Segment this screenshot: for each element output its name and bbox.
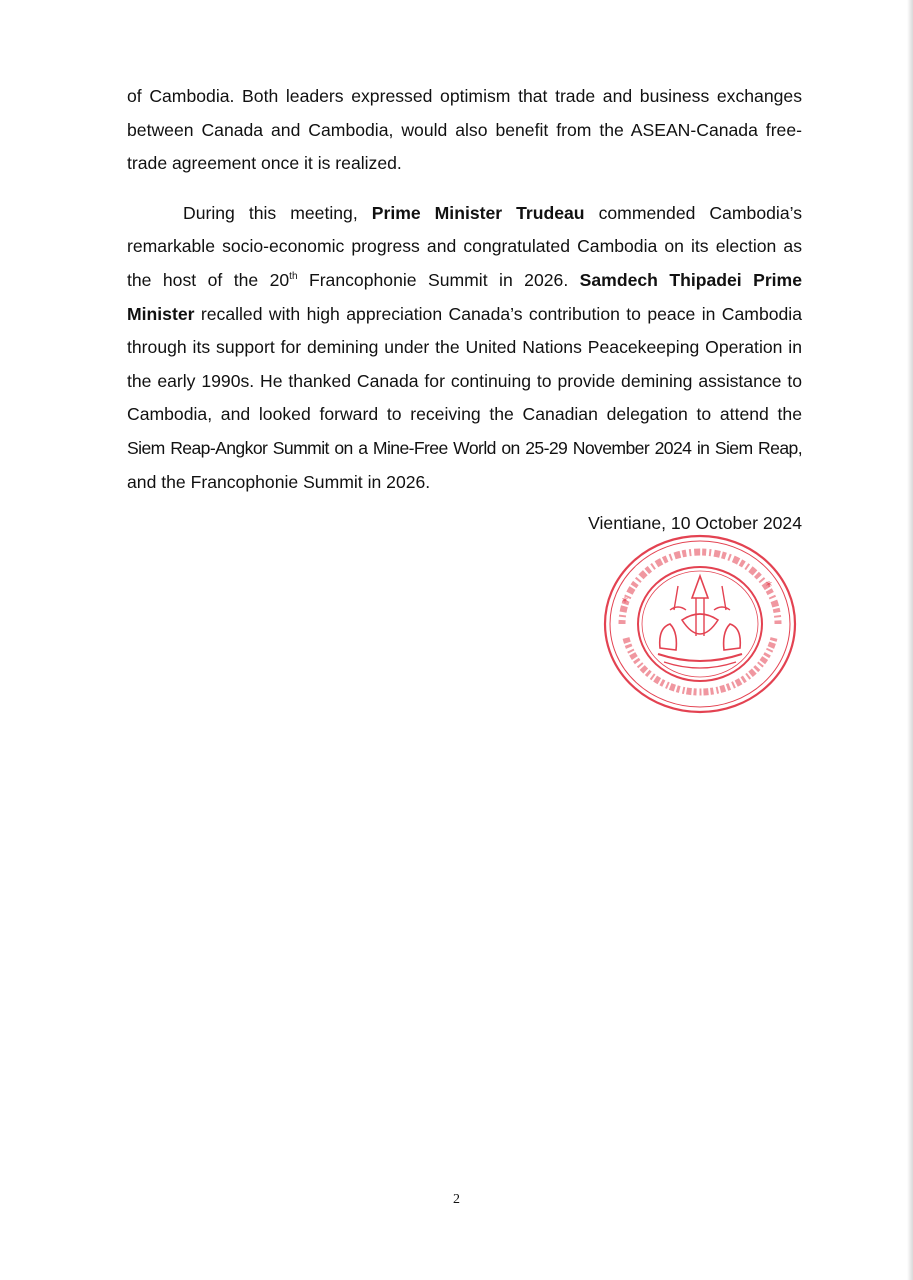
paragraph-2-part1: commended Cambodia’s remarkable socio-economic progress and congratulated Cambodia on its election as the host of the 20 [127,202,802,290]
ordinal-superscript: th [289,271,298,283]
paragraph-1-text: of Cambodia. Both leaders expressed optimism that trade and business exchanges between Canada and Cambodia, would also benefit from the ASEAN-Canada free-trade agreement once it is realized. [127,86,802,174]
paragraph-2-part3: recalled with high appreciation Canada’s contribution to peace in Cambodia through its support for demining under the United Nations Peacekeeping Operation in the early 1990s. He thanked Canada for continuing to provide demining assistance to Cambodia, and looked forward to receiving the Canadian delegation to attend the [127,303,802,425]
paragraph-1 [127,80,802,181]
svg-text:*: * [622,595,628,609]
samdech-prime-minister-bold: Samdech Thipadei Prime Minister [127,269,802,324]
paragraph-2-intro: During this meeting, [183,202,372,223]
page-edge-shadow [907,0,913,1280]
paragraph-2-part4: and the Francophonie Summit in 2026. [127,471,431,492]
official-seal-icon [600,528,800,716]
place-and-date: Vientiane, 10 October 2024 [588,513,802,533]
page-number: 2 [453,1192,460,1207]
svg-text:*: * [766,579,772,593]
paragraph-2 [127,197,802,499]
paragraph-2-part2: Francophonie Summit in 2026. [297,269,580,290]
document-body [127,80,802,499]
prime-minister-trudeau-bold: Prime Minister Trudeau [371,202,585,223]
paragraph-2-summit-line: Siem Reap-Angkor Summit on a Mine-Free World on 25-29 November 2024 in Siem Reap, [127,437,802,458]
